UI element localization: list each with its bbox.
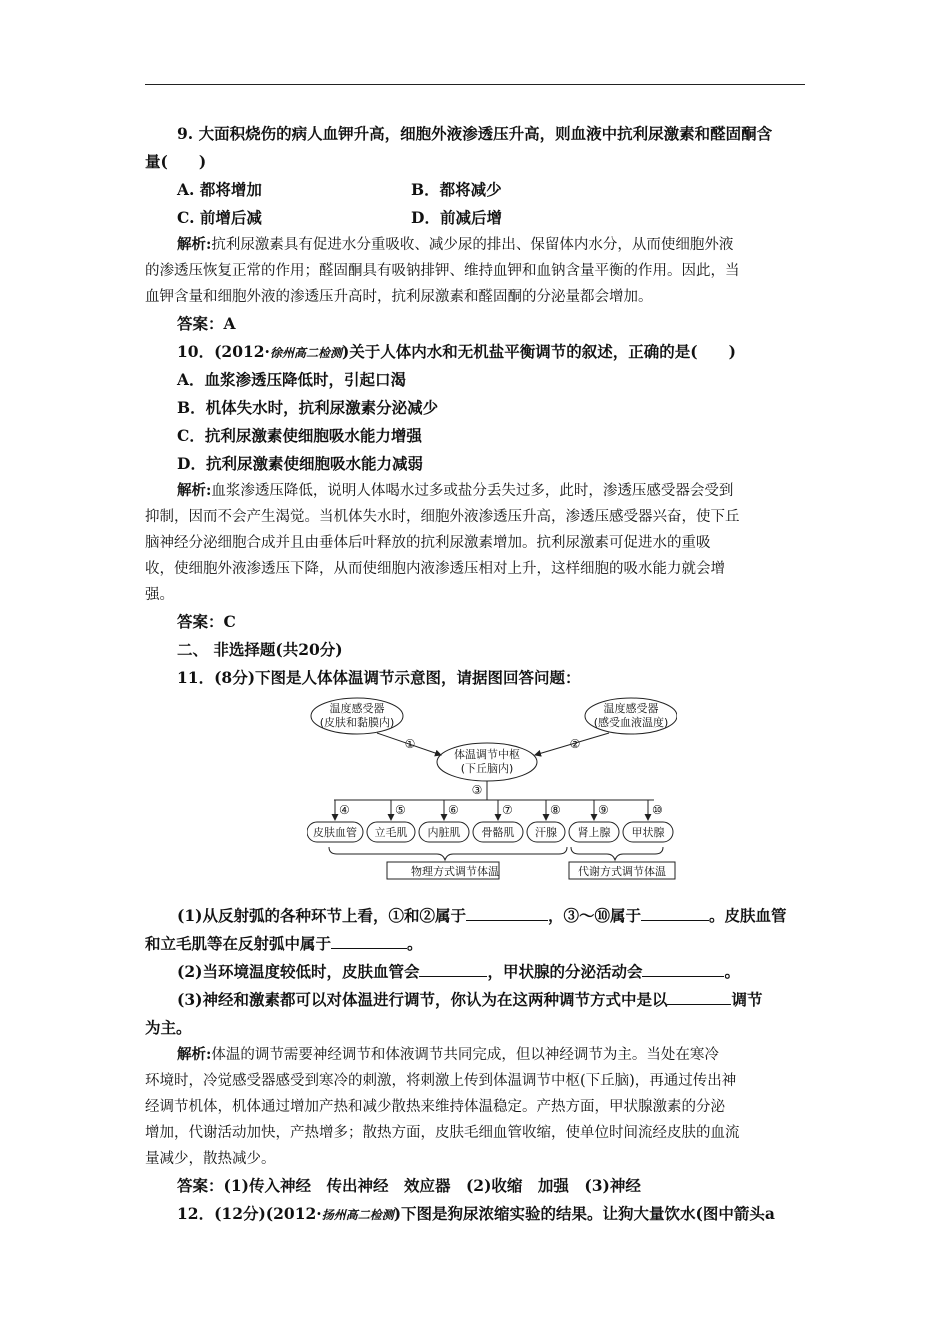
text: 。	[724, 962, 740, 981]
group-metabolic-label: 代谢方式调节体温	[578, 865, 666, 878]
effector-label: 汗腺	[535, 826, 557, 839]
q9-option-c: C. 前增后减	[177, 208, 262, 227]
text: (3)神经和激素都可以对体温进行调节，你认为在这两种调节方式中是以	[177, 990, 668, 1009]
marker-1: ①	[404, 737, 416, 751]
effector-number: ⑧	[550, 803, 561, 817]
q10-option-d: D．抗利尿激素使细胞吸水能力减弱	[177, 454, 423, 473]
q10-option-b: B．机体失水时，抗利尿激素分泌减少	[177, 398, 439, 417]
analysis-label: 解析:	[177, 1046, 212, 1063]
q12-stem-text: )下图是狗尿浓缩实验的结果。让狗大量饮水(图中箭头a	[393, 1204, 775, 1223]
effector-label: 立毛肌	[374, 826, 408, 839]
q12-number: 12．(12分)(2012·	[177, 1204, 322, 1223]
marker-3: ③	[471, 783, 483, 797]
effector-label: 肾上腺	[577, 826, 611, 839]
q11-part1-line1	[145, 902, 807, 930]
effector-number: ⑥	[448, 803, 459, 817]
header-rule	[145, 84, 805, 85]
q10-analysis-line3: 脑神经分泌细胞合成并且由垂体后叶释放的抗利尿激素增加。抗利尿激素可促进水的重吸	[145, 535, 711, 551]
sensor-left-line1: 温度感受器	[329, 702, 385, 715]
q9-option-a: A. 都将增加	[177, 180, 262, 199]
q9-analysis-line2: 的渗透压恢复正常的作用；醛固酮具有吸钠排钾、维持血钾和血钠含量平衡的作用。因此，当	[145, 263, 740, 279]
q9-analysis-line3: 血钾含量和细胞外液的渗透压升高时，抗利尿激素和醛固酮的分泌量都会增加。	[145, 289, 653, 305]
q12-stem	[145, 1200, 807, 1228]
effector-number: ⑦	[502, 803, 513, 817]
q11-stem: 11．(8分)下图是人体体温调节示意图，请据图回答问题：	[177, 668, 581, 687]
effector-label: 甲状腺	[631, 826, 665, 839]
answer-blank[interactable]	[667, 986, 731, 1005]
effector-number: ⑩	[652, 803, 663, 817]
text: 。皮肤血管	[708, 906, 787, 925]
q9-options-row1	[145, 176, 807, 204]
q10-answer: 答案：C	[177, 612, 236, 631]
q11-analysis-line3: 经调节机体，机体通过增加产热和减少散热来维持体温稳定。产热方面，甲状腺激素的分泌	[145, 1099, 725, 1115]
group-physical-label: 物理方式调节体温	[411, 865, 499, 878]
effector-label: 骨骼肌	[481, 826, 515, 839]
text: 和立毛肌等在反射弧中属于	[145, 934, 332, 953]
q11-analysis-line5: 量减少，散热减少。	[145, 1151, 276, 1167]
brace-physical	[329, 847, 567, 860]
diagram-svg	[307, 696, 677, 892]
q9-stem-line1: 9. 大面积烧伤的病人血钾升高，细胞外液渗透压升高，则血液中抗利尿激素和醛固酮含	[177, 124, 773, 143]
text: 。	[407, 934, 423, 953]
effector-number: ④	[339, 803, 350, 817]
q10-analysis-line2: 抑制，因而不会产生渴觉。当机体失水时，细胞外液渗透压升高，渗透压感受器兴奋，使下丘	[145, 509, 740, 525]
q9-option-b: B．都将减少	[411, 180, 502, 199]
effector-label: 内脏肌	[427, 826, 461, 839]
q11-analysis-line2: 环境时，冷觉感受器感受到寒冷的刺激，将刺激上传到体温调节中枢(下丘脑)，再通过传出神	[145, 1073, 737, 1089]
answer-blank[interactable]	[331, 930, 407, 949]
center-line2: (下丘脑内)	[460, 762, 514, 775]
page-content	[145, 120, 807, 1228]
q9-analysis-line1	[145, 232, 807, 258]
q11-part3-line2: 为主。	[145, 1018, 192, 1037]
effector-number: ⑤	[395, 803, 406, 817]
q10-number: 10．(2012·	[177, 342, 270, 361]
analysis-text: 体温的调节需要神经调节和体液调节共同完成，但以神经调节为主。当处在寒冷	[211, 1047, 719, 1063]
q9-options-row2	[145, 204, 807, 232]
q12-source: 扬州高二检测	[321, 1208, 394, 1222]
sensor-right-line1: 温度感受器	[603, 702, 659, 715]
effector-label: 皮肤血管	[313, 826, 357, 839]
text: 调节	[731, 990, 763, 1009]
q10-analysis-line4: 收，使细胞外液渗透压下降，从而使细胞内液渗透压相对上升，这样细胞的吸水能力就会增	[145, 561, 725, 577]
analysis-label: 解析:	[177, 482, 212, 499]
answer-blank[interactable]	[642, 958, 724, 977]
q11-answer: 答案：(1)传入神经 传出神经 效应器 (2)收缩 加强 (3)神经	[177, 1176, 641, 1195]
thermoregulation-diagram	[145, 696, 807, 896]
text: ，③～⑩属于	[547, 906, 641, 925]
analysis-text: 血浆渗透压降低，说明人体喝水过多或盐分丢失过多，此时，渗透压感受器会受到	[211, 483, 734, 499]
q10-stem-text: )关于人体内水和无机盐平衡调节的叙述，正确的是( )	[341, 342, 736, 361]
sensor-left-line2: (皮肤和黏膜内)	[319, 716, 395, 729]
q9-stem-line2: 量( )	[145, 152, 207, 171]
text: (2)当环境温度较低时，皮肤血管会	[177, 962, 420, 981]
effector-number: ⑨	[598, 803, 609, 817]
analysis-label: 解析:	[177, 236, 212, 253]
q10-analysis-line1	[145, 478, 807, 504]
q11-part2	[145, 958, 807, 986]
q10-option-c: C．抗利尿激素使细胞吸水能力增强	[177, 426, 422, 445]
q9-option-d: D．前减后增	[411, 208, 502, 227]
q10-analysis-line5: 强。	[145, 587, 174, 603]
q11-analysis-line1	[145, 1042, 807, 1068]
analysis-text: 抗利尿激素具有促进水分重吸收、减少尿的排出、保留体内水分，从而使细胞外液	[211, 237, 734, 253]
q11-analysis-line4: 增加，代谢活动加快，产热增多；散热方面，皮肤毛细血管收缩，使单位时间流经皮肤的血流	[145, 1125, 740, 1141]
q10-source: 徐州高二检测	[269, 346, 342, 360]
q11-part3-line1	[145, 986, 807, 1014]
center-line1: 体温调节中枢	[454, 748, 520, 761]
q10-option-a: A．血浆渗透压降低时，引起口渴	[177, 370, 407, 389]
marker-2: ②	[569, 737, 581, 751]
effector-group	[307, 800, 673, 842]
answer-blank[interactable]	[641, 902, 709, 921]
q10-stem	[145, 338, 807, 366]
text: ，甲状腺的分泌活动会	[487, 962, 643, 981]
sensor-right-line2: (感受血液温度)	[593, 716, 669, 729]
section-heading: 二、 非选择题(共20分)	[177, 640, 343, 659]
answer-blank[interactable]	[466, 902, 548, 921]
brace-metabolic	[571, 847, 663, 860]
text: (1)从反射弧的各种环节上看，①和②属于	[177, 906, 466, 925]
q11-part1-line2	[145, 930, 807, 958]
answer-blank[interactable]	[419, 958, 487, 977]
q9-answer: 答案：A	[177, 314, 236, 333]
